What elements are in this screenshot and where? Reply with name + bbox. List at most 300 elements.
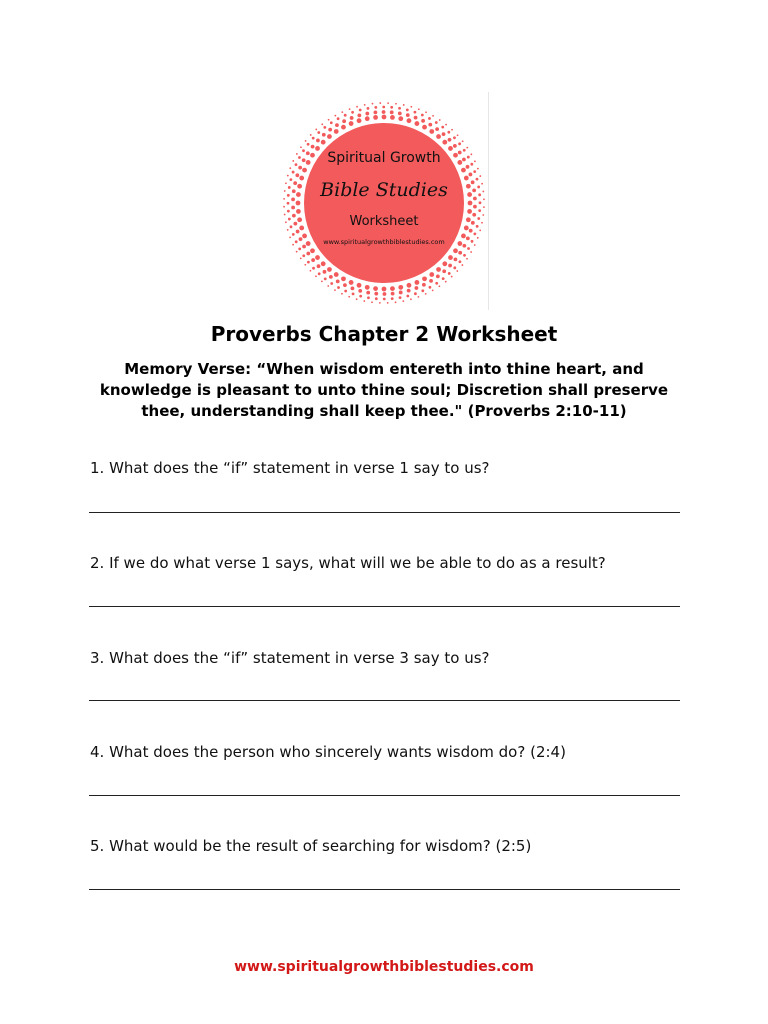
logo-dot xyxy=(466,165,470,169)
logo-dot xyxy=(299,237,303,241)
logo-dot xyxy=(300,257,302,259)
logo-dot xyxy=(297,184,302,189)
logo-dot xyxy=(476,225,479,228)
logo-dot xyxy=(466,258,468,260)
logo-dot xyxy=(302,254,305,257)
logo-dot xyxy=(415,121,420,126)
logo-dot xyxy=(295,240,298,243)
logo-dot xyxy=(406,113,410,117)
logo-dot xyxy=(447,131,450,134)
logo-dot xyxy=(473,197,477,201)
logo-dot xyxy=(461,234,466,239)
logo-dot xyxy=(330,121,333,124)
logo-dot xyxy=(422,283,426,287)
logo-dot xyxy=(457,241,462,246)
logo-dot xyxy=(407,283,412,288)
logo-dot xyxy=(287,194,290,197)
logo-dot xyxy=(341,293,343,295)
footer-url[interactable]: www.spiritualgrowthbiblestudies.com xyxy=(234,959,534,975)
logo-dot xyxy=(321,140,326,145)
logo-dot xyxy=(473,233,476,236)
logo-dot xyxy=(453,248,458,253)
logo-dot xyxy=(436,134,441,139)
logo-line3: Worksheet xyxy=(349,214,419,229)
logo-dot xyxy=(374,106,377,109)
logo-dot xyxy=(336,279,340,283)
logo-dot xyxy=(407,118,412,123)
logo-dot xyxy=(442,261,447,266)
logo-dot xyxy=(442,277,445,280)
logo-dot xyxy=(293,181,297,185)
logo-dot xyxy=(429,286,432,289)
logo-dot xyxy=(317,264,321,268)
logo-dot xyxy=(334,272,339,277)
logo-dot xyxy=(365,285,370,290)
logo-dot xyxy=(310,153,315,158)
logo-dot xyxy=(349,121,354,126)
logo-dot xyxy=(432,115,434,117)
logo-dot xyxy=(403,104,405,106)
logo-dot xyxy=(299,226,304,231)
logo-dot xyxy=(350,116,354,120)
logo-dot xyxy=(398,107,401,110)
logo-dot xyxy=(462,158,466,162)
logo-dot xyxy=(439,119,441,121)
logo-dot xyxy=(296,251,298,253)
logo-dot xyxy=(312,267,315,270)
answer-line-2[interactable] xyxy=(89,606,680,607)
logo-dot xyxy=(300,146,302,148)
logo-dot xyxy=(457,160,462,165)
logo-dot xyxy=(292,160,294,162)
logo-dot xyxy=(327,134,332,139)
logo-dot xyxy=(288,218,291,221)
logo-dot xyxy=(371,301,373,303)
answer-line-3[interactable] xyxy=(89,700,680,701)
logo-dot xyxy=(458,142,461,145)
logo-dot xyxy=(359,109,362,112)
logo-dot xyxy=(323,126,326,129)
logo-dot xyxy=(318,272,321,275)
logo-dot xyxy=(471,221,475,225)
question-3: 3. What does the “if” statement in verse 3 say to us? xyxy=(90,649,490,667)
logo-dot xyxy=(477,186,480,189)
logo-dot xyxy=(292,233,295,236)
logo-dot xyxy=(315,275,317,277)
logo-dot xyxy=(422,125,427,130)
logo-dot xyxy=(432,289,434,291)
logo-dot xyxy=(321,123,323,125)
logo-dot xyxy=(341,125,346,130)
logo-dot xyxy=(310,248,315,253)
logo-dot xyxy=(467,156,470,159)
logo-dot xyxy=(448,272,451,275)
logo-dot xyxy=(467,209,472,214)
logo-dot xyxy=(373,286,378,291)
logo-dot xyxy=(311,258,315,262)
logo-dot xyxy=(476,178,479,181)
logo-dot xyxy=(436,267,441,272)
logo-dot xyxy=(418,296,420,298)
logo-dot xyxy=(341,276,346,281)
logo-dot xyxy=(373,115,378,120)
logo-dot xyxy=(464,226,469,231)
logo-dot xyxy=(348,296,350,298)
logo-dot xyxy=(469,229,473,233)
logo-dot xyxy=(343,283,347,287)
logo-dot xyxy=(293,222,297,226)
logo-dot xyxy=(330,282,333,285)
logo-dot xyxy=(351,286,355,290)
logo-dot xyxy=(307,261,310,264)
logo-dot xyxy=(429,129,434,134)
logo-dot xyxy=(473,205,477,209)
logo-dot xyxy=(289,237,291,239)
logo-dot xyxy=(482,191,484,193)
logo-dot xyxy=(436,274,440,278)
logo-dot xyxy=(399,291,403,295)
logo-dot xyxy=(344,290,347,293)
logo-dot xyxy=(466,147,468,149)
logo-dot xyxy=(295,173,299,177)
logo-dot xyxy=(398,285,403,290)
logo-dot xyxy=(382,115,387,120)
logo-dot xyxy=(414,292,417,295)
logo-dot xyxy=(298,248,301,251)
logo-dot xyxy=(472,213,476,217)
logo-dot xyxy=(483,206,485,208)
logo-dot xyxy=(296,153,298,155)
logo-dot xyxy=(390,115,395,120)
logo-dot xyxy=(414,111,417,114)
logo-dot xyxy=(462,140,464,142)
logo-dot xyxy=(306,160,311,165)
logo-line1: Spiritual Growth xyxy=(327,150,441,166)
logo-dot xyxy=(288,186,291,189)
logo-dot xyxy=(414,116,418,120)
logo-dot xyxy=(435,282,438,285)
logo-dot xyxy=(285,221,287,223)
logo-dot xyxy=(398,116,403,121)
logo-dot xyxy=(382,110,386,114)
logo-dot xyxy=(291,197,295,201)
logo-dot xyxy=(302,149,305,152)
logo-dot xyxy=(356,106,358,108)
logo-dot xyxy=(470,153,472,155)
logo-dot xyxy=(367,107,370,110)
logo-dot xyxy=(482,214,484,216)
answer-line-4[interactable] xyxy=(89,795,680,796)
logo-dot xyxy=(302,158,306,162)
logo-dot xyxy=(390,110,394,114)
logo-dot xyxy=(329,275,333,279)
logo-dot xyxy=(466,217,471,222)
logo-dot xyxy=(307,143,310,146)
logo-dot xyxy=(289,167,291,169)
logo-dot xyxy=(337,286,340,289)
logo-dot xyxy=(463,149,466,152)
logo-dot xyxy=(477,217,480,220)
logo-dot xyxy=(479,175,481,177)
logo-dot xyxy=(478,193,481,196)
logo-dot xyxy=(479,201,482,204)
logo-dot xyxy=(445,281,447,283)
logo-dot xyxy=(453,266,456,269)
logo-dot xyxy=(448,146,453,151)
logo-divider xyxy=(488,92,489,310)
logo-dot xyxy=(390,286,395,291)
logo-dot xyxy=(395,301,397,303)
logo-dot xyxy=(315,129,317,131)
logo-dot xyxy=(324,278,327,281)
logo-dot xyxy=(334,289,336,291)
logo-dot xyxy=(387,302,389,304)
logo-dot xyxy=(349,108,351,110)
logo-dot xyxy=(414,286,418,290)
logo-dot xyxy=(459,260,462,263)
page-title: Proverbs Chapter 2 Worksheet xyxy=(210,322,558,346)
logo-dot xyxy=(471,240,474,243)
logo-dot xyxy=(481,222,483,224)
logo-dot xyxy=(473,170,476,173)
logo-dot xyxy=(387,102,389,104)
logo-dot xyxy=(391,292,395,296)
logo-dot xyxy=(477,237,479,239)
logo-dot xyxy=(421,289,424,292)
logo-dot xyxy=(342,119,346,123)
logo-dot xyxy=(285,182,287,184)
logo-dot xyxy=(442,140,447,145)
logo-dot xyxy=(306,241,311,246)
logo xyxy=(282,98,486,308)
logo-dot xyxy=(321,261,326,266)
logo-dot xyxy=(284,214,286,216)
logo-dot xyxy=(296,201,301,206)
logo-dot xyxy=(296,209,301,214)
logo-dot xyxy=(363,300,365,302)
logo-dot xyxy=(357,118,362,123)
logo-dot xyxy=(458,151,462,155)
logo-dot xyxy=(315,146,320,151)
logo-dot xyxy=(456,270,458,272)
answer-line-5[interactable] xyxy=(89,889,680,890)
logo-dot xyxy=(478,209,481,212)
logo-dot xyxy=(466,184,471,189)
logo-dot xyxy=(429,272,434,277)
logo-dot xyxy=(453,144,457,148)
logo-dot xyxy=(445,124,447,126)
logo-dot xyxy=(382,287,387,292)
logo-dot xyxy=(358,289,362,293)
logo-dot xyxy=(291,206,295,210)
logo-dot xyxy=(365,116,370,121)
logo-dot xyxy=(461,168,466,173)
logo-dot xyxy=(296,230,300,234)
logo-dot xyxy=(366,291,370,295)
logo-dot xyxy=(428,123,432,127)
logo-dot xyxy=(302,168,307,173)
logo-dot xyxy=(398,111,402,115)
logo-dot xyxy=(448,255,453,260)
logo-dot xyxy=(453,136,456,139)
logo-dot xyxy=(464,176,469,181)
logo-dot xyxy=(467,247,470,250)
logo-dot xyxy=(302,245,306,249)
logo-dot xyxy=(435,127,439,131)
logo-dot xyxy=(317,131,320,134)
logo-dot xyxy=(364,104,366,106)
logo-dot xyxy=(390,106,393,109)
logo-dot xyxy=(442,132,446,136)
question-5: 5. What would be the result of searching for wisdom? (2:5) xyxy=(90,837,532,855)
logo-dot xyxy=(472,188,476,192)
question-1: 1. What does the “if” statement in verse 1 say to us? xyxy=(90,459,490,477)
logo-dot xyxy=(466,236,470,240)
logo-dot xyxy=(287,229,289,231)
logo-dot xyxy=(287,202,290,205)
logo-dot xyxy=(374,292,378,296)
logo-dot xyxy=(295,163,298,166)
logo-dot xyxy=(379,102,381,104)
logo-dot xyxy=(468,201,473,206)
logo-url: www.spiritualgrowthbiblestudies.com xyxy=(323,238,445,246)
logo-dot xyxy=(328,128,332,132)
logo-dot xyxy=(298,156,301,159)
logo-dot xyxy=(292,189,296,193)
logo-dot xyxy=(383,298,386,301)
logo-dot xyxy=(418,108,420,110)
logo-dot xyxy=(287,210,290,213)
logo-dot xyxy=(292,244,294,246)
logo-line2: Bible Studies xyxy=(320,179,448,201)
logo-dot xyxy=(292,214,296,218)
logo-dot xyxy=(477,168,479,170)
logo-dot xyxy=(327,285,329,287)
logo-dot xyxy=(421,114,424,117)
logo-dot xyxy=(448,138,452,142)
answer-line-1[interactable] xyxy=(89,512,680,513)
logo-dot xyxy=(328,119,330,121)
logo-dot xyxy=(323,270,327,274)
logo-dot xyxy=(407,289,411,293)
logo-dot xyxy=(442,269,446,273)
logo-dot xyxy=(451,276,453,278)
logo-dot xyxy=(415,280,420,285)
logo-dot xyxy=(341,111,343,113)
logo-dot xyxy=(469,173,473,177)
memory-verse: Memory Verse: “When wisdom entereth into thine heart, and knowledge is pleasant to unto thine soul; Discretion shall preserve thee, understanding shall keep thee." (Proverbs 2:10-11) xyxy=(99,360,669,420)
logo-dot xyxy=(470,251,472,253)
question-4: 4. What does the person who sincerely wants wisdom do? (2:4) xyxy=(90,743,566,761)
logo-dot xyxy=(383,292,387,296)
logo-dot xyxy=(462,264,464,266)
logo-dot xyxy=(365,112,369,116)
logo-dot xyxy=(467,192,472,197)
logo-dot xyxy=(312,137,315,140)
logo-dot xyxy=(310,270,312,272)
logo-dot xyxy=(316,139,320,143)
question-2: 2. If we do what verse 1 says, what will we be able to do as a result? xyxy=(90,554,606,572)
logo-dot xyxy=(283,198,285,200)
logo-dot xyxy=(463,254,466,257)
logo-dot xyxy=(367,296,370,299)
logo-dot xyxy=(458,251,462,255)
logo-dot xyxy=(395,103,397,105)
logo-dot xyxy=(311,145,315,149)
logo-dot xyxy=(406,108,409,111)
logo-dot xyxy=(382,106,385,109)
logo-dot xyxy=(334,115,336,117)
logo-dot xyxy=(406,295,409,298)
logo-dot xyxy=(453,153,458,158)
logo-dot xyxy=(410,298,412,300)
logo-dot xyxy=(296,192,301,197)
logo-dot xyxy=(351,111,354,114)
logo-dot xyxy=(352,292,355,295)
logo-dot xyxy=(290,225,293,228)
logo-dot xyxy=(357,114,361,118)
logo-dot xyxy=(321,281,323,283)
logo-dot xyxy=(474,244,476,246)
logo-dot xyxy=(335,123,339,127)
logo-dot xyxy=(425,111,427,113)
logo-dot xyxy=(479,229,481,231)
logo-dot xyxy=(451,129,453,131)
logo-dot xyxy=(438,285,440,287)
logo-dot xyxy=(379,302,381,304)
logo-dot xyxy=(457,134,459,136)
logo-dot xyxy=(454,257,458,261)
logo-dot xyxy=(375,297,378,300)
logo-dot xyxy=(289,178,292,181)
logo-dot xyxy=(428,117,431,120)
logo-dot xyxy=(483,198,485,200)
logo-dot xyxy=(481,183,483,185)
logo-dot xyxy=(306,151,310,155)
logo-dot xyxy=(349,280,354,285)
logo-dot xyxy=(297,217,302,222)
logo-circle xyxy=(304,123,464,283)
logo-dot xyxy=(344,114,347,117)
logo-dot xyxy=(327,267,332,272)
logo-dot xyxy=(298,166,302,170)
logo-dot xyxy=(462,244,466,248)
logo-dot xyxy=(402,300,404,302)
logo-dot xyxy=(337,117,340,120)
logo-dot xyxy=(474,160,476,162)
logo-dot xyxy=(425,293,427,295)
logo-dot xyxy=(448,264,452,268)
logo-dot xyxy=(292,171,295,174)
logo-dot xyxy=(421,119,425,123)
logo-dot xyxy=(357,283,362,288)
logo-dot xyxy=(305,140,307,142)
logo-dot xyxy=(356,298,358,300)
logo-dot xyxy=(374,111,378,115)
logo-dot xyxy=(441,126,444,129)
logo-dot xyxy=(471,180,475,184)
logo-dot xyxy=(310,134,312,136)
logo-dot xyxy=(399,296,402,299)
logo-dot xyxy=(422,276,427,281)
logo-dot xyxy=(435,121,438,124)
logo-dot xyxy=(391,297,394,300)
logo-dot xyxy=(287,175,289,177)
logo-dot xyxy=(304,264,306,266)
logo-dot xyxy=(306,252,310,256)
logo-dot xyxy=(410,106,412,108)
logo-dot xyxy=(470,163,473,166)
